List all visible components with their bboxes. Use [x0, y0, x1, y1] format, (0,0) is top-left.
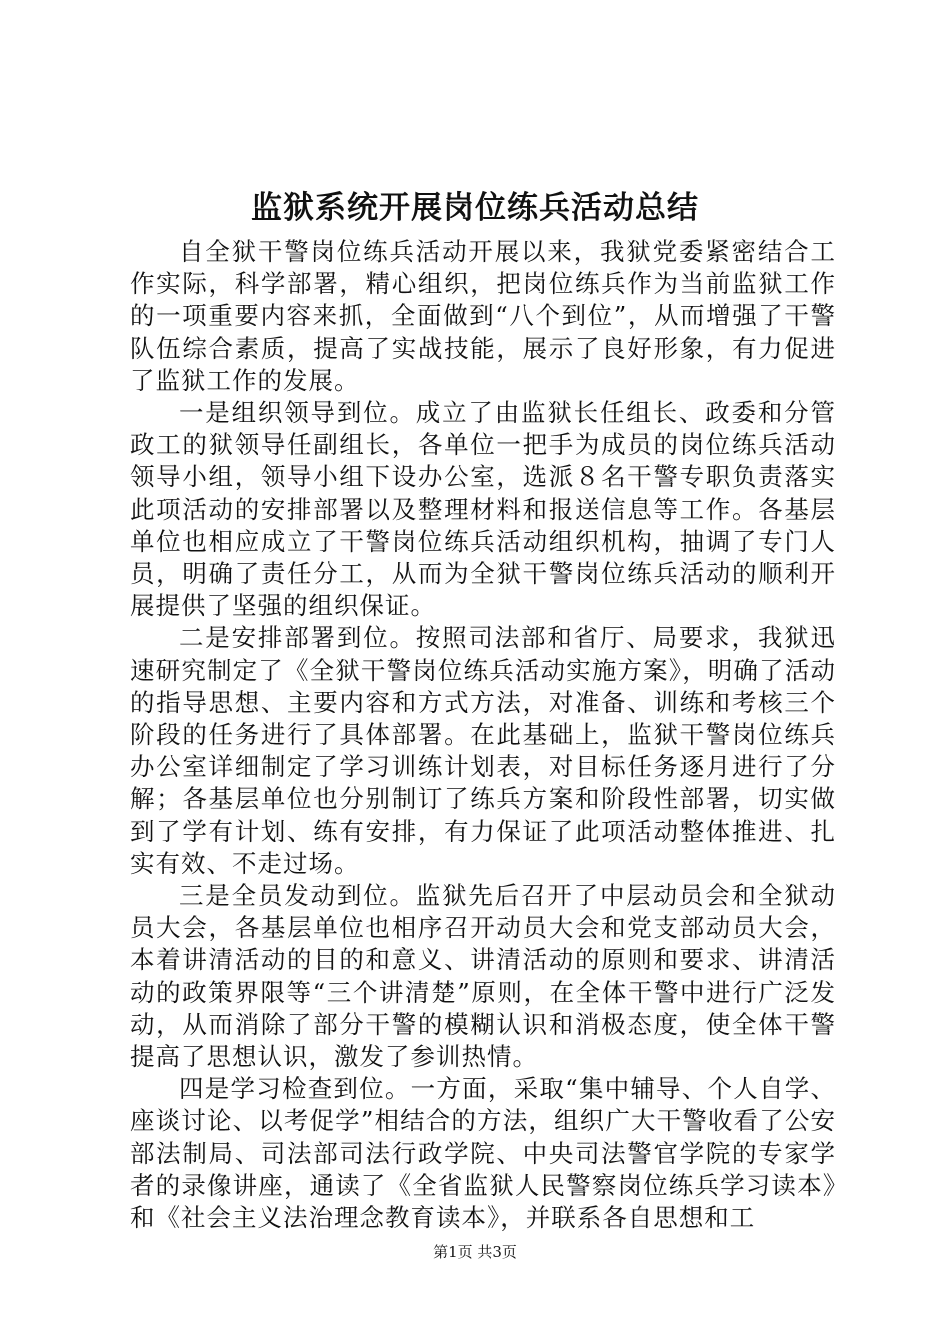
paragraph-deployment: 二是安排部署到位。按照司法部和省厅、局要求，我狱迅速研究制定了《全狱干警岗位练兵活动实施方案》，明确了活动的指导思想、主要内容和方式方法，对准备、训练和考核三个阶段的任务进行了具体部署。在此基础上，监狱干警岗位练兵办公室详细制定了学习训练计划表，对目标任务逐月进行了分解；各基层单位也分别制订了练兵方案和阶段性部署，切实做到了学有计划、练有安排，有力保证了此项活动整体推进、扎实有效、不走过场。 — [130, 623, 836, 878]
document-title: 监狱系统开展岗位练兵活动总结 — [251, 190, 699, 226]
document-body — [130, 236, 836, 1234]
paragraph-organization: 一是组织领导到位。成立了由监狱长任组长、政委和分管政工的狱领导任副组长，各单位一把手为成员的岗位练兵活动领导小组，领导小组下设办公室，选派８名干警专职负责落实此项活动的安排部署以及整理材料和报送信息等工作。各基层单位也相应成立了干警岗位练兵活动组织机构，抽调了专门人员，明确了责任分工，从而为全狱干警岗位练兵活动的顺利开展提供了坚强的组织保证。 — [130, 398, 836, 621]
paragraph-intro: 自全狱干警岗位练兵活动开展以来，我狱党委紧密结合工作实际，科学部署，精心组织，把岗位练兵作为当前监狱工作的一项重要内容来抓，全面做到“八个到位”，从而增强了干警队伍综合素质，提高了实战技能，展示了良好形象，有力促进了监狱工作的发展。 — [130, 237, 836, 395]
paragraph-study: 四是学习检查到位。一方面，采取“集中辅导、个人自学、座谈讨论、以考促学”相结合的方法，组织广大干警收看了公安部法制局、司法部司法行政学院、中央司法警官学院的专家学者的录像讲座，通读了《全省监狱人民警察岗位练兵学习读本》和《社会主义法治理念教育读本》，并联系各自思想和工 — [130, 1074, 836, 1233]
paragraph-mobilization: 三是全员发动到位。监狱先后召开了中层动员会和全狱动员大会，各基层单位也相序召开动员大会和党支部动员大会，本着讲清活动的目的和意义、讲清活动的原则和要求、讲清活动的政策界限等“三个讲清楚”原则，在全体干警中进行广泛发动，从而消除了部分干警的模糊认识和消极态度，使全体干警提高了思想认识，激发了参训热情。 — [130, 881, 836, 1072]
page-footer: 第1页 共3页 — [433, 1243, 517, 1261]
